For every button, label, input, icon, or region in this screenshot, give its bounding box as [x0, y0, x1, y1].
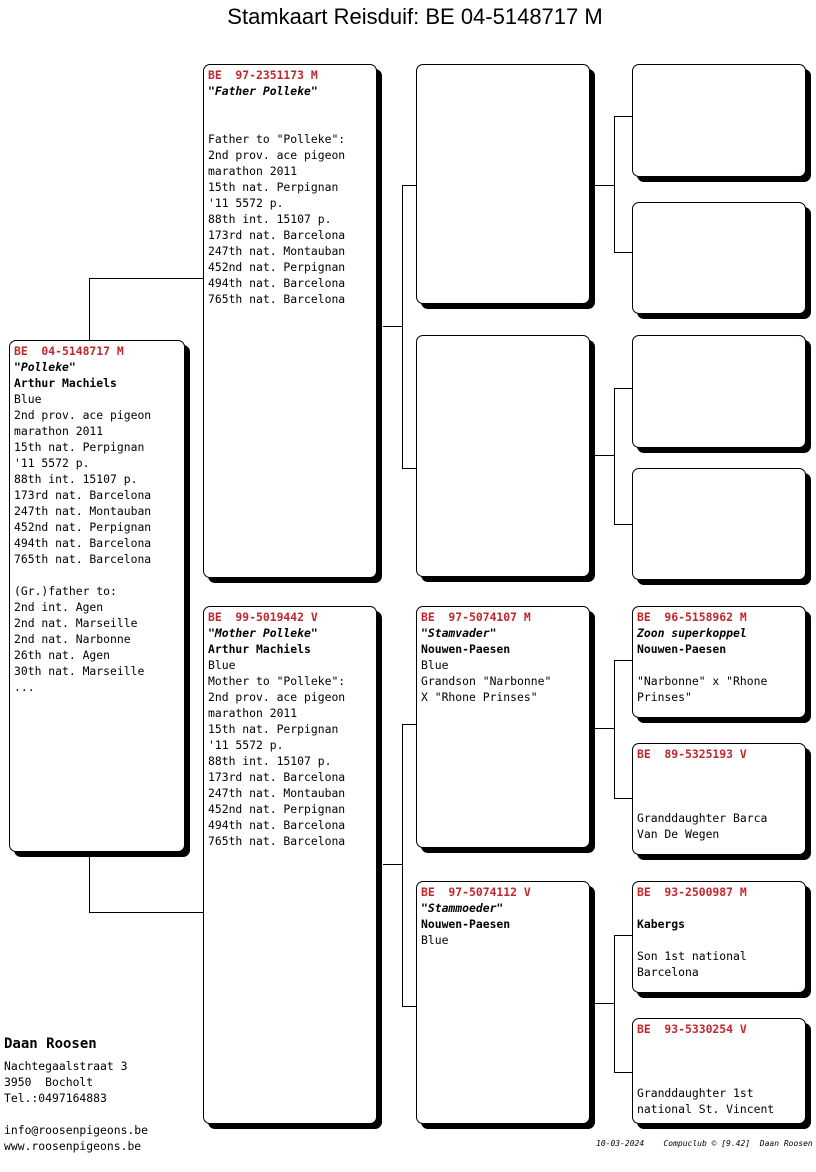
connector-line [594, 1003, 614, 1004]
owner-city: 3950 Bocholt [4, 1075, 94, 1089]
connector-line [594, 185, 614, 186]
owner-phone: Tel.:0497164883 [4, 1091, 107, 1105]
owner-info [4, 1036, 148, 1154]
pigeon-card-father[interactable] [203, 64, 377, 578]
pigeon-name: "Mother Polleke" [208, 626, 318, 640]
connector-line [614, 798, 632, 799]
connector-line [89, 278, 204, 279]
connector-line [383, 326, 402, 327]
ring-number: BE 99-5019442 V [208, 610, 318, 624]
pigeon-color: Blue [14, 392, 42, 406]
connector-line [89, 852, 90, 912]
connector-line [402, 724, 403, 1006]
owner-website[interactable]: www.roosenpigeons.be [4, 1139, 142, 1153]
pigeon-card-main[interactable] [9, 340, 185, 852]
ring-number: BE 97-5074112 V [421, 885, 531, 899]
pigeon-card-ff-mother[interactable] [416, 335, 590, 577]
ring-number: BE 97-5074107 M [421, 610, 531, 624]
pigeon-name: "Stamvader" [421, 626, 497, 640]
pigeon-card-gg-2[interactable] [632, 202, 806, 314]
breeder-name: Nouwen-Paesen [421, 917, 511, 931]
breeder-name: Arthur Machiels [208, 642, 311, 656]
connector-line [614, 660, 615, 798]
pigeon-card-mother[interactable] [203, 606, 377, 1124]
pigeon-color: Blue [421, 933, 449, 947]
ring-number: BE 93-5330254 V [637, 1022, 747, 1036]
pigeon-card-gg-7[interactable] [632, 881, 806, 993]
pigeon-card-gg-3[interactable] [632, 335, 806, 448]
pigeon-card-ff-father[interactable] [416, 64, 590, 304]
pigeon-notes: Son 1st national Barcelona [637, 949, 747, 979]
connector-line [614, 524, 632, 525]
page-title: Stamkaart Reisduif: BE 04-5148717 M [227, 4, 603, 29]
owner-email[interactable]: info@roosenpigeons.be [4, 1123, 149, 1137]
breeder-name: Nouwen-Paesen [421, 642, 511, 656]
connector-line [614, 388, 615, 524]
pigeon-notes: Granddaughter Barca Van De Wegen [637, 811, 768, 841]
pigeon-card-gg-1[interactable] [632, 64, 806, 177]
ring-number: BE 89-5325193 V [637, 747, 747, 761]
pigeon-name: "Father Polleke" [208, 84, 318, 98]
connector-line [402, 185, 403, 468]
connector-line [89, 278, 90, 340]
footer-credit: 10-03-2024 Compuclub © [9.42] Daan Roosen [596, 1139, 813, 1148]
breeder-name: Kabergs [637, 917, 686, 931]
breeder-name: Nouwen-Paesen [637, 642, 727, 656]
connector-line [402, 724, 416, 725]
connector-line [614, 935, 615, 1072]
pigeon-name: "Stammoeder" [421, 901, 504, 915]
ring-number: BE 04-5148717 M [14, 344, 124, 358]
pigeon-card-gg-6[interactable] [632, 743, 806, 855]
connector-line [614, 935, 632, 936]
connector-line [402, 185, 416, 186]
owner-street: Nachtegaalstraat 3 [4, 1059, 128, 1073]
connector-line [614, 116, 615, 252]
connector-line [594, 728, 614, 729]
connector-line [614, 252, 632, 253]
connector-line [614, 388, 632, 389]
pigeon-name: Zoon superkoppel [637, 626, 747, 640]
pigeon-color: Blue [208, 658, 236, 672]
pigeon-notes: Father to "Polleke": 2nd prov. ace pigeon marathon 2011 15th nat. Perpignan '11 5572 p. 88th int. 15107 p. 173rd nat. Barcelona 247th nat. Montauban 452nd nat. Perpignan 494th nat. Barcelona 765th nat. Barcelona [208, 132, 346, 306]
pigeon-notes: Grandson "Narbonne" X "Rhone Prinses" [421, 674, 552, 704]
pigeon-name: "Polleke" [14, 360, 76, 374]
connector-line [89, 912, 204, 913]
pigeon-card-gg-8[interactable] [632, 1018, 806, 1124]
pigeon-notes: 2nd prov. ace pigeon marathon 2011 15th nat. Perpignan '11 5572 p. 88th int. 15107 p. 173rd nat. Barcelona 247th nat. Montauban 452nd nat. Perpignan 494th nat. Barcelona 765th nat. Barcelona (Gr.)father to: 2nd int. Agen 2nd nat. Marseille 2nd nat. Narbonne 26th nat. Agen 30th nat. Marseille ... [14, 408, 152, 694]
ring-number: BE 97-2351173 M [208, 68, 318, 82]
breeder-name: Arthur Machiels [14, 376, 117, 390]
connector-line [383, 864, 402, 865]
ring-number: BE 96-5158962 M [637, 610, 747, 624]
pigeon-color: Blue [421, 658, 449, 672]
pigeon-card-mm-mother[interactable] [416, 881, 590, 1124]
connector-line [614, 660, 632, 661]
connector-line [402, 468, 416, 469]
owner-name: Daan Roosen [4, 1036, 97, 1052]
pigeon-notes: Mother to "Polleke": 2nd prov. ace pigeon marathon 2011 15th nat. Perpignan '11 5572 p. 88th int. 15107 p. 173rd nat. Barcelona 247th nat. Montauban 452nd nat. Perpignan 494th nat. Barcelona 765th nat. Barcelona [208, 674, 346, 848]
pigeon-notes: Granddaughter 1st national St. Vincent [637, 1086, 775, 1116]
connector-line [614, 1072, 632, 1073]
pigeon-card-gg-5[interactable] [632, 606, 806, 718]
connector-line [402, 1006, 416, 1007]
ring-number: BE 93-2500987 M [637, 885, 747, 899]
connector-line [614, 116, 632, 117]
pigeon-card-gg-4[interactable] [632, 468, 806, 580]
connector-line [594, 455, 614, 456]
pigeon-card-mm-father[interactable] [416, 606, 590, 848]
pigeon-notes: "Narbonne" x "Rhone Prinses" [637, 674, 768, 704]
